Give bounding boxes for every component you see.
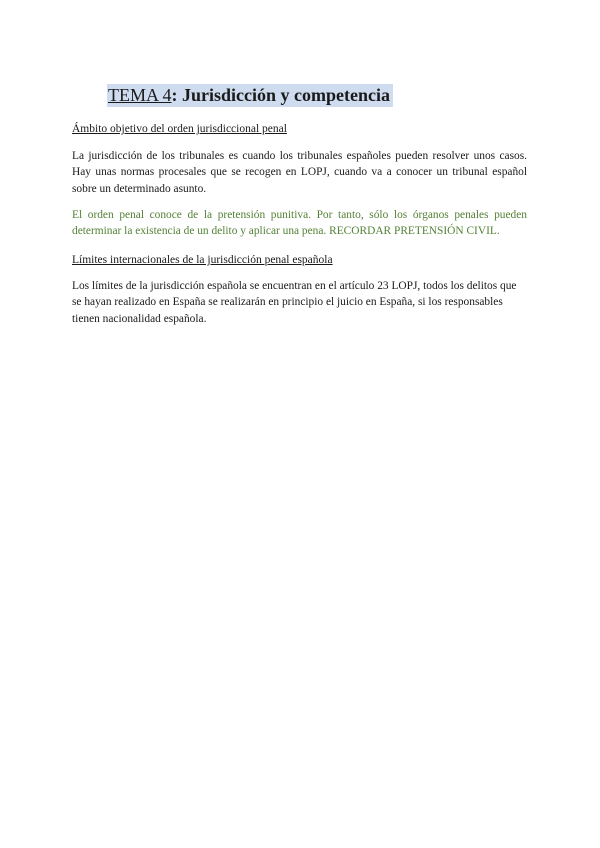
paragraph-limites: Los límites de la jurisdicción española se encuentran en el artículo 23 LOPJ, todos los delitos que se hayan realizado en España se realizarán en principio el juicio en España, si los responsables tienen nacionalidad española. — [72, 280, 517, 325]
title-subject: : Jurisdicción y competencia — [171, 85, 390, 105]
section-heading-ambito: Ámbito objetivo del orden jurisdiccional penal — [72, 123, 287, 135]
paragraph-orden-penal: El orden penal conoce de la pretensión punitiva. Por tanto, sólo los órganos penales pueden determinar la existencia de un delito y aplicar una pena. RECORDAR PRETENSIÓN CIVIL. — [72, 209, 527, 238]
title-tema: TEMA 4 — [108, 85, 172, 105]
paragraph-jurisdiccion: La jurisdicción de los tribunales es cuando los tribunales españoles pueden resolver unos casos. Hay unas normas procesales que se recogen en LOPJ, cuando va a conocer un tribunal español sobre un determinado asunto. — [72, 150, 527, 195]
section-heading-limites: Límites internacionales de la jurisdicción penal española — [72, 254, 333, 266]
document-title — [107, 84, 393, 107]
